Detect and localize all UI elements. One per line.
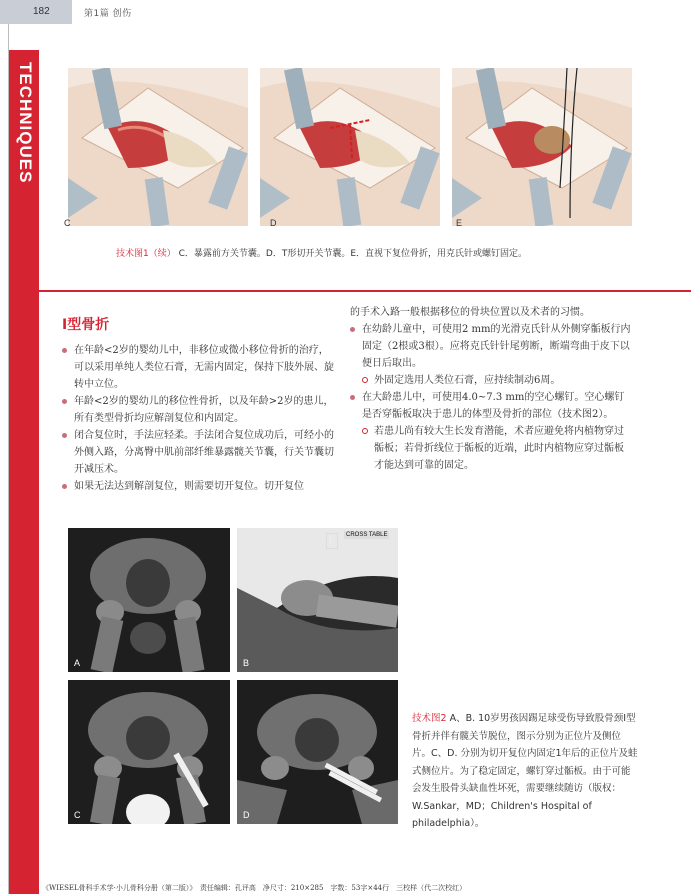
panel-letter-c: C xyxy=(64,218,71,228)
figure1-caption-label: 技术图1（续） xyxy=(116,249,176,259)
surgical-drawing-d xyxy=(260,68,440,226)
surgical-illustration-c xyxy=(68,68,248,226)
xray-panel-b xyxy=(237,528,398,672)
surgical-drawing-e xyxy=(452,68,632,226)
sub-bullet-item: 外固定选用人类位石膏，应持续制动6周。 xyxy=(350,372,633,389)
continued-text: 的手术入路一般根据移位的骨块位置以及术者的习惯。 xyxy=(350,307,590,318)
xray-letter-c: C xyxy=(74,810,81,820)
bullet-item: 年龄<2岁的婴幼儿的移位性骨折，以及年龄>2岁的患儿，所有类型骨折均应解剖复位和内固定。 xyxy=(62,393,334,427)
xray-letter-a: A xyxy=(74,658,81,668)
figure1-caption xyxy=(116,246,527,259)
bullet-item: 闭合复位时，手法应轻柔。手法闭合复位成功后，可经小的外侧入路，分离臀中肌前部纤维暴露髋关节囊，行关节囊切开减压术。 xyxy=(62,427,334,478)
bullet-item: 在大龄患儿中，可使用4.0~7.3 mm的空心螺钉。空心螺钉是否穿骺板取决于患儿的体型及骨折的部位（技术图2）。 xyxy=(350,389,633,423)
bullet-item: 在幼龄儿童中，可使用2 mm的光滑克氏针从外侧穿骺板行内固定（2根或3根）。应将克氏针针尾剪断，断端弯曲于皮下以便日后取出。 xyxy=(350,321,633,372)
page-number: 182 xyxy=(33,6,50,17)
section-divider xyxy=(39,290,691,292)
right-bullet-list xyxy=(350,304,633,474)
xray-panel-c xyxy=(68,680,230,824)
xray-image-b xyxy=(237,528,398,672)
xray-panel-a xyxy=(68,528,230,672)
surgical-drawing-c xyxy=(68,68,248,226)
xray-image-c xyxy=(68,680,230,824)
left-bullet-list xyxy=(62,342,334,495)
figure2-caption-text: A、B. 10岁男孩因踢足球受伤导致股骨颈Ⅰ型骨折并伴有髋关节脱位，图示分别为正位片及侧位片。C、D. 分别为切开复位内固定1年后的正位片及蛙式侧位片。为了稳定固定，螺钉穿过骺板。由于可能会发生股骨头缺血性坏死，需要继续随访（版权：W.Sankar，MD；Children's Hospital of philadelphia）。 xyxy=(412,713,638,829)
bullet-item: 如果无法达到解剖复位，则需要切开复位。切开复位 xyxy=(62,478,334,495)
xray-letter-b: B xyxy=(243,658,250,668)
section-title: Ⅰ型骨折 xyxy=(62,317,110,333)
cross-table-marker: CROSS TABLE xyxy=(346,532,388,538)
panel-letter-d: D xyxy=(270,218,277,228)
running-head: 第1篇 创伤 xyxy=(84,9,132,19)
figure1-caption-text: C．暴露前方关节囊。D．T形切开关节囊。E．直视下复位骨折，用克氏针或螺钉固定。 xyxy=(178,249,528,259)
xray-letter-d: D xyxy=(243,810,250,820)
sub-bullet-item: 若患儿尚有较大生长发育潜能，术者应避免将内植物穿过骺板；若骨折线位于骺板的近端，此时内植物应穿过骺板才能达到可靠的固定。 xyxy=(350,423,633,474)
figure2-caption xyxy=(412,710,638,833)
side-marker-l: L xyxy=(326,533,338,549)
xray-image-d xyxy=(237,680,398,824)
panel-letter-e: E xyxy=(456,218,463,228)
figure2-caption-label: 技术图2 xyxy=(412,713,447,724)
side-tab-label: TECHNIQUES xyxy=(16,62,35,184)
xray-panel-d xyxy=(237,680,398,824)
bullet-item: 在年龄<2岁的婴幼儿中，非移位或微小移位骨折的治疗，可以采用单纯人类位石膏，无需内固定，保持下肢外展、旋转中立位。 xyxy=(62,342,334,393)
surgical-illustration-d xyxy=(260,68,440,226)
page-footer: 《WIESEL骨科手术学·小儿骨科分册（第二版）》 责任编辑：孔评高 净尺寸：210×285 字数：53字×44行 三校样（代二次校红） xyxy=(42,884,467,892)
xray-image-a xyxy=(68,528,230,672)
surgical-illustration-e xyxy=(452,68,632,226)
